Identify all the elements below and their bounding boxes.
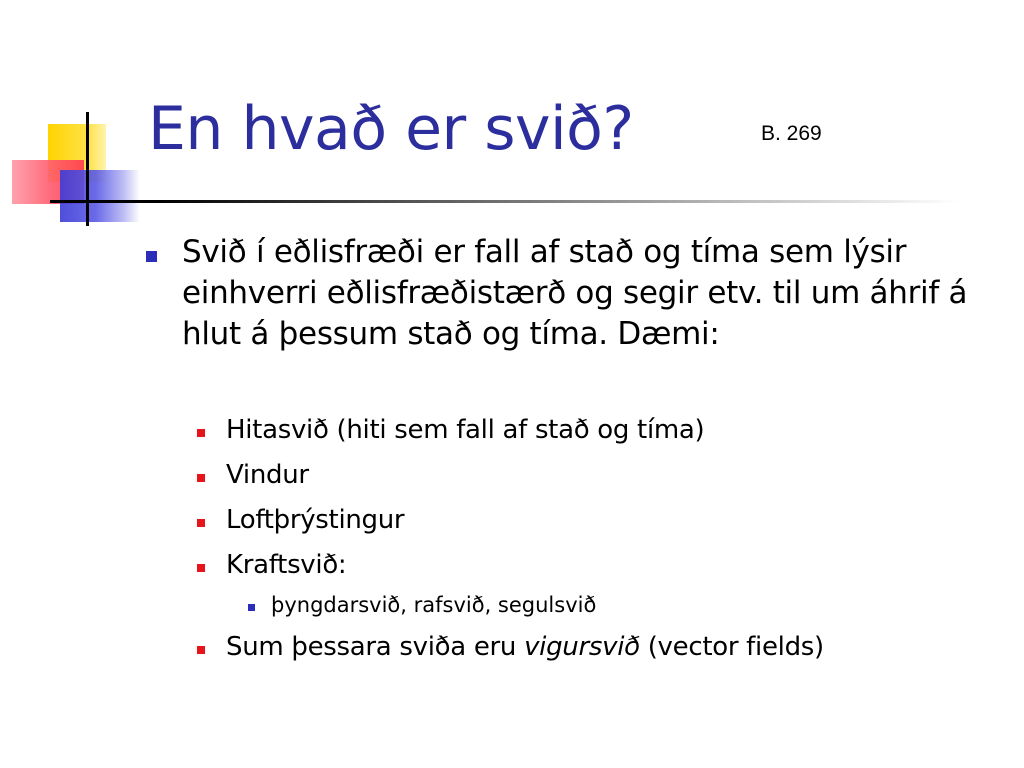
- bullet-level2-icon: [197, 646, 205, 654]
- vector-fields-prefix: Sum þessara sviða eru: [226, 632, 525, 662]
- vector-fields-italic: vigursvið: [524, 632, 640, 662]
- vector-fields-suffix: (vector fields): [639, 632, 824, 662]
- sub-bullet-text: Loftþrýstingur: [226, 505, 405, 535]
- slide-title: En hvað er svið?: [148, 94, 634, 164]
- logo-blue-square: [60, 170, 140, 222]
- page-reference: B. 269: [761, 122, 822, 145]
- bullet-level2-icon: [197, 564, 205, 572]
- sub-bullet-text: Kraftsvið:: [226, 550, 347, 580]
- bullet-level1-icon: [146, 251, 157, 262]
- bullet-level2-icon: [197, 429, 205, 437]
- title-divider-line: [50, 200, 960, 203]
- sub-bullet-text: Vindur: [226, 460, 309, 490]
- bullet-level2-icon: [197, 519, 205, 527]
- bullet-level2-icon: [197, 474, 205, 482]
- logo-vertical-line: [86, 112, 89, 226]
- bullet-level3-icon: [248, 604, 255, 611]
- sub-bullet-vector-fields: [226, 632, 824, 662]
- main-bullet-text: Svið í eðlisfræði er fall af stað og tíma sem lýsir einhverri eðlisfræðistærð og segir etv. til um áhrif á hlut á þessum stað og tíma. Dæmi:: [182, 234, 968, 352]
- sub-bullet-text: Hitasvið (hiti sem fall af stað og tíma): [226, 415, 705, 445]
- subsub-bullet-text: þyngdarsvið, rafsvið, segulsvið: [271, 593, 597, 617]
